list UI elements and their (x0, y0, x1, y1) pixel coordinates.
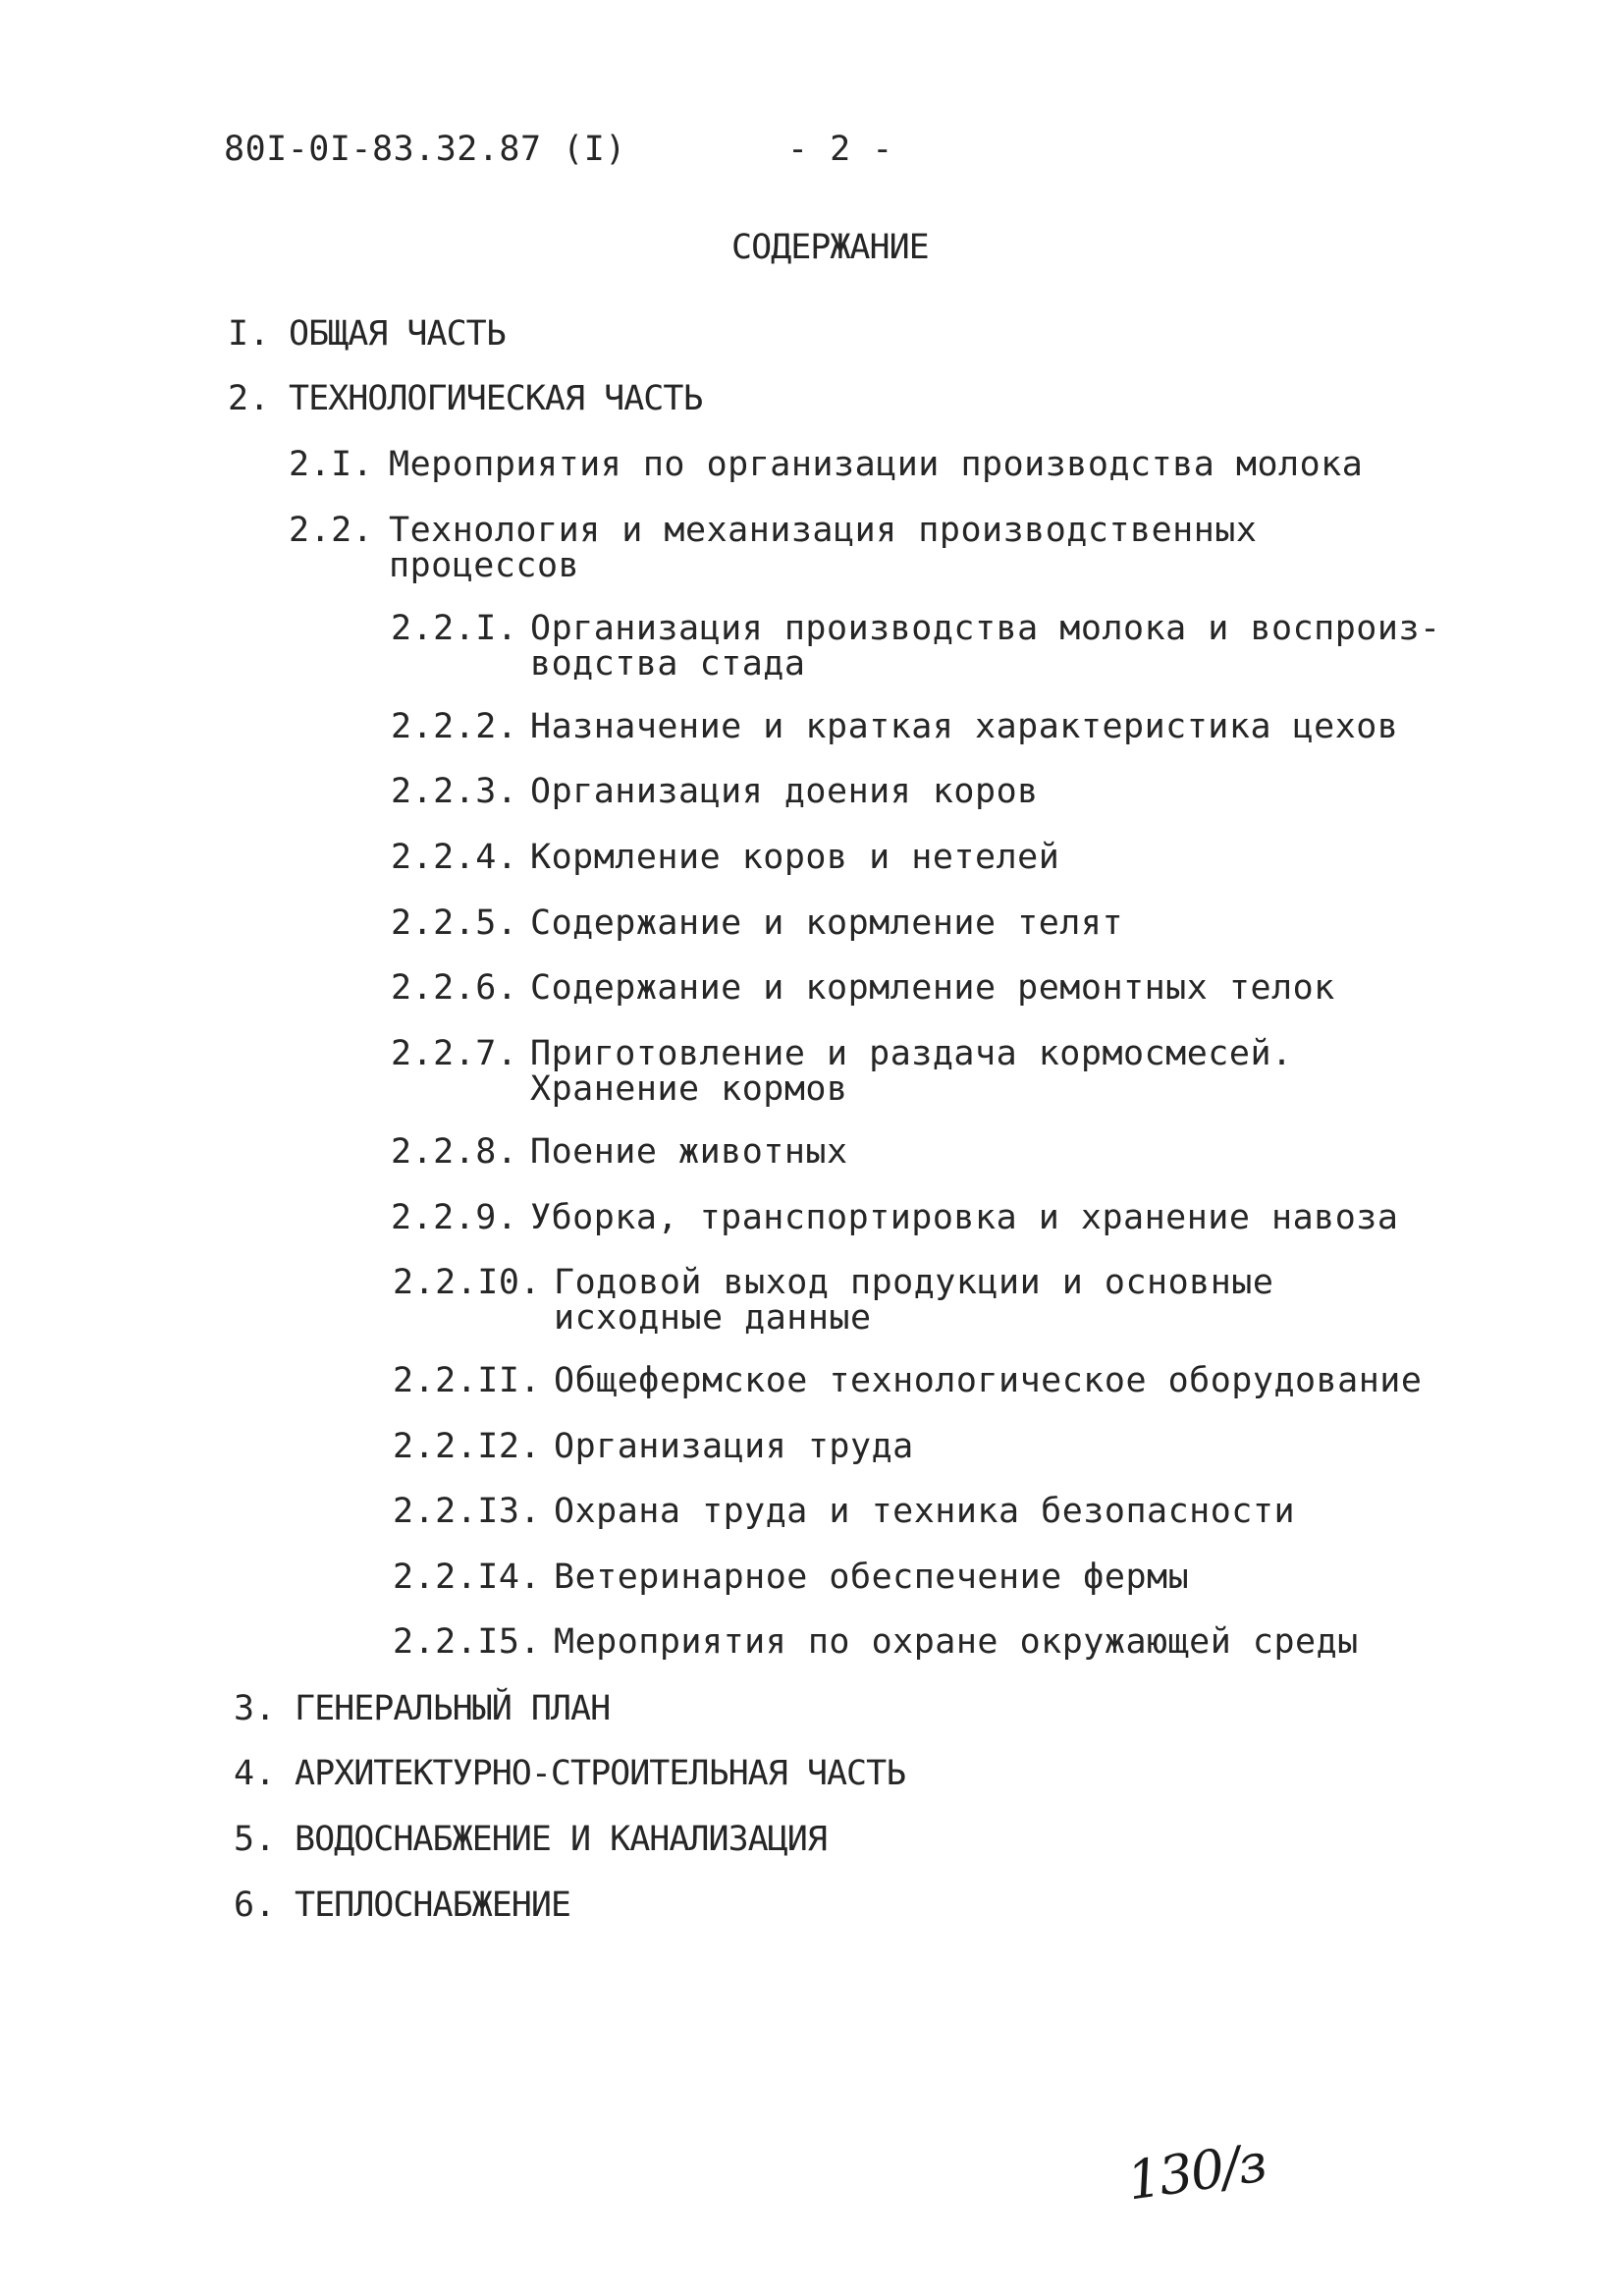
toc-number-1: I. (228, 314, 271, 354)
toc-item-2-2-line2: процессов (389, 546, 580, 585)
toc-item-2-2-2: Назначение и краткая характеристика цехов (530, 707, 1399, 746)
page-number: - 2 - (787, 130, 893, 169)
toc-item-2-2-15: Мероприятия по охране окружающей среды (554, 1622, 1359, 1662)
toc-item-2: ТЕХНОЛОГИЧЕСКАЯ ЧАСТЬ (289, 379, 703, 418)
toc-number-2-2-5: 2.2.5. (391, 903, 518, 943)
toc-number-2-2-10: 2.2.I0. (393, 1263, 542, 1302)
toc-number-2-2-11: 2.2.II. (393, 1361, 542, 1400)
toc-item-2-2-14: Ветеринарное обеспечение фермы (554, 1558, 1190, 1597)
page-title: СОДЕРЖАНИЕ (731, 228, 929, 267)
toc-item-4: АРХИТЕКТУРНО-СТРОИТЕЛЬНАЯ ЧАСТЬ (295, 1754, 906, 1793)
toc-item-2-2-1-line2: водства стада (530, 644, 806, 683)
toc-item-3: ГЕНЕРАЛЬНЫЙ ПЛАН (295, 1689, 611, 1728)
toc-item-2-2-5: Содержание и кормление телят (530, 903, 1124, 943)
toc-number-2-2-1: 2.2.I. (391, 609, 518, 648)
toc-number-2-1: 2.I. (289, 445, 374, 484)
handwritten-sheet-number: 130/з (1123, 2131, 1269, 2213)
toc-item-2-2-11: Общефермское технологическое оборудование (554, 1361, 1423, 1400)
toc-number-6: 6. (234, 1886, 277, 1925)
document-code: 80I-0I-83.32.87 (I) (224, 130, 626, 169)
toc-item-2-2-7-line2: Хранение кормов (530, 1069, 848, 1109)
toc-item-2-2-6: Содержание и кормление ремонтных телок (530, 968, 1335, 1008)
toc-item-2-2-10-line2: исходные данные (554, 1298, 872, 1338)
toc-number-2-2-14: 2.2.I4. (393, 1558, 542, 1597)
toc-number-5: 5. (234, 1820, 277, 1859)
toc-number-2-2-3: 2.2.3. (391, 772, 518, 811)
toc-number-2-2-12: 2.2.I2. (393, 1427, 542, 1466)
toc-item-2-2-line1: Технология и механизация производственных (389, 511, 1258, 550)
toc-item-2-2-13: Охрана труда и техника безопасности (554, 1492, 1296, 1531)
toc-number-2-2-6: 2.2.6. (391, 968, 518, 1008)
toc-item-6: ТЕПЛОСНАБЖЕНИЕ (295, 1886, 571, 1925)
toc-item-2-2-8: Поение животных (530, 1132, 848, 1172)
toc-number-3: 3. (234, 1689, 277, 1728)
toc-number-2-2-15: 2.2.I5. (393, 1622, 542, 1662)
toc-item-2-2-3: Организация доения коров (530, 772, 1039, 811)
toc-item-2-1: Мероприятия по организации производства молока (389, 445, 1364, 484)
toc-item-1: ОБЩАЯ ЧАСТЬ (289, 314, 506, 354)
toc-item-2-2-12: Организация труда (554, 1427, 914, 1466)
toc-number-2-2-4: 2.2.4. (391, 838, 518, 877)
toc-item-5: ВОДОСНАБЖЕНИЕ И КАНАЛИЗАЦИЯ (295, 1820, 827, 1859)
toc-number-2-2-9: 2.2.9. (391, 1198, 518, 1237)
toc-item-2-2-10-line1: Годовой выход продукции и основные (554, 1263, 1274, 1302)
toc-item-2-2-7-line1: Приготовление и раздача кормосмесей. (530, 1034, 1293, 1073)
toc-item-2-2-9: Уборка, транспортировка и хранение навоза (530, 1198, 1399, 1237)
toc-item-2-2-1-line1: Организация производства молока и воспроиз- (530, 609, 1441, 648)
toc-number-2-2-2: 2.2.2. (391, 707, 518, 746)
toc-number-2-2-7: 2.2.7. (391, 1034, 518, 1073)
toc-number-2-2: 2.2. (289, 511, 374, 550)
toc-item-2-2-4: Кормление коров и нетелей (530, 838, 1060, 877)
toc-number-2-2-13: 2.2.I3. (393, 1492, 542, 1531)
toc-number-2-2-8: 2.2.8. (391, 1132, 518, 1172)
toc-number-4: 4. (234, 1754, 277, 1793)
toc-number-2: 2. (228, 379, 271, 418)
